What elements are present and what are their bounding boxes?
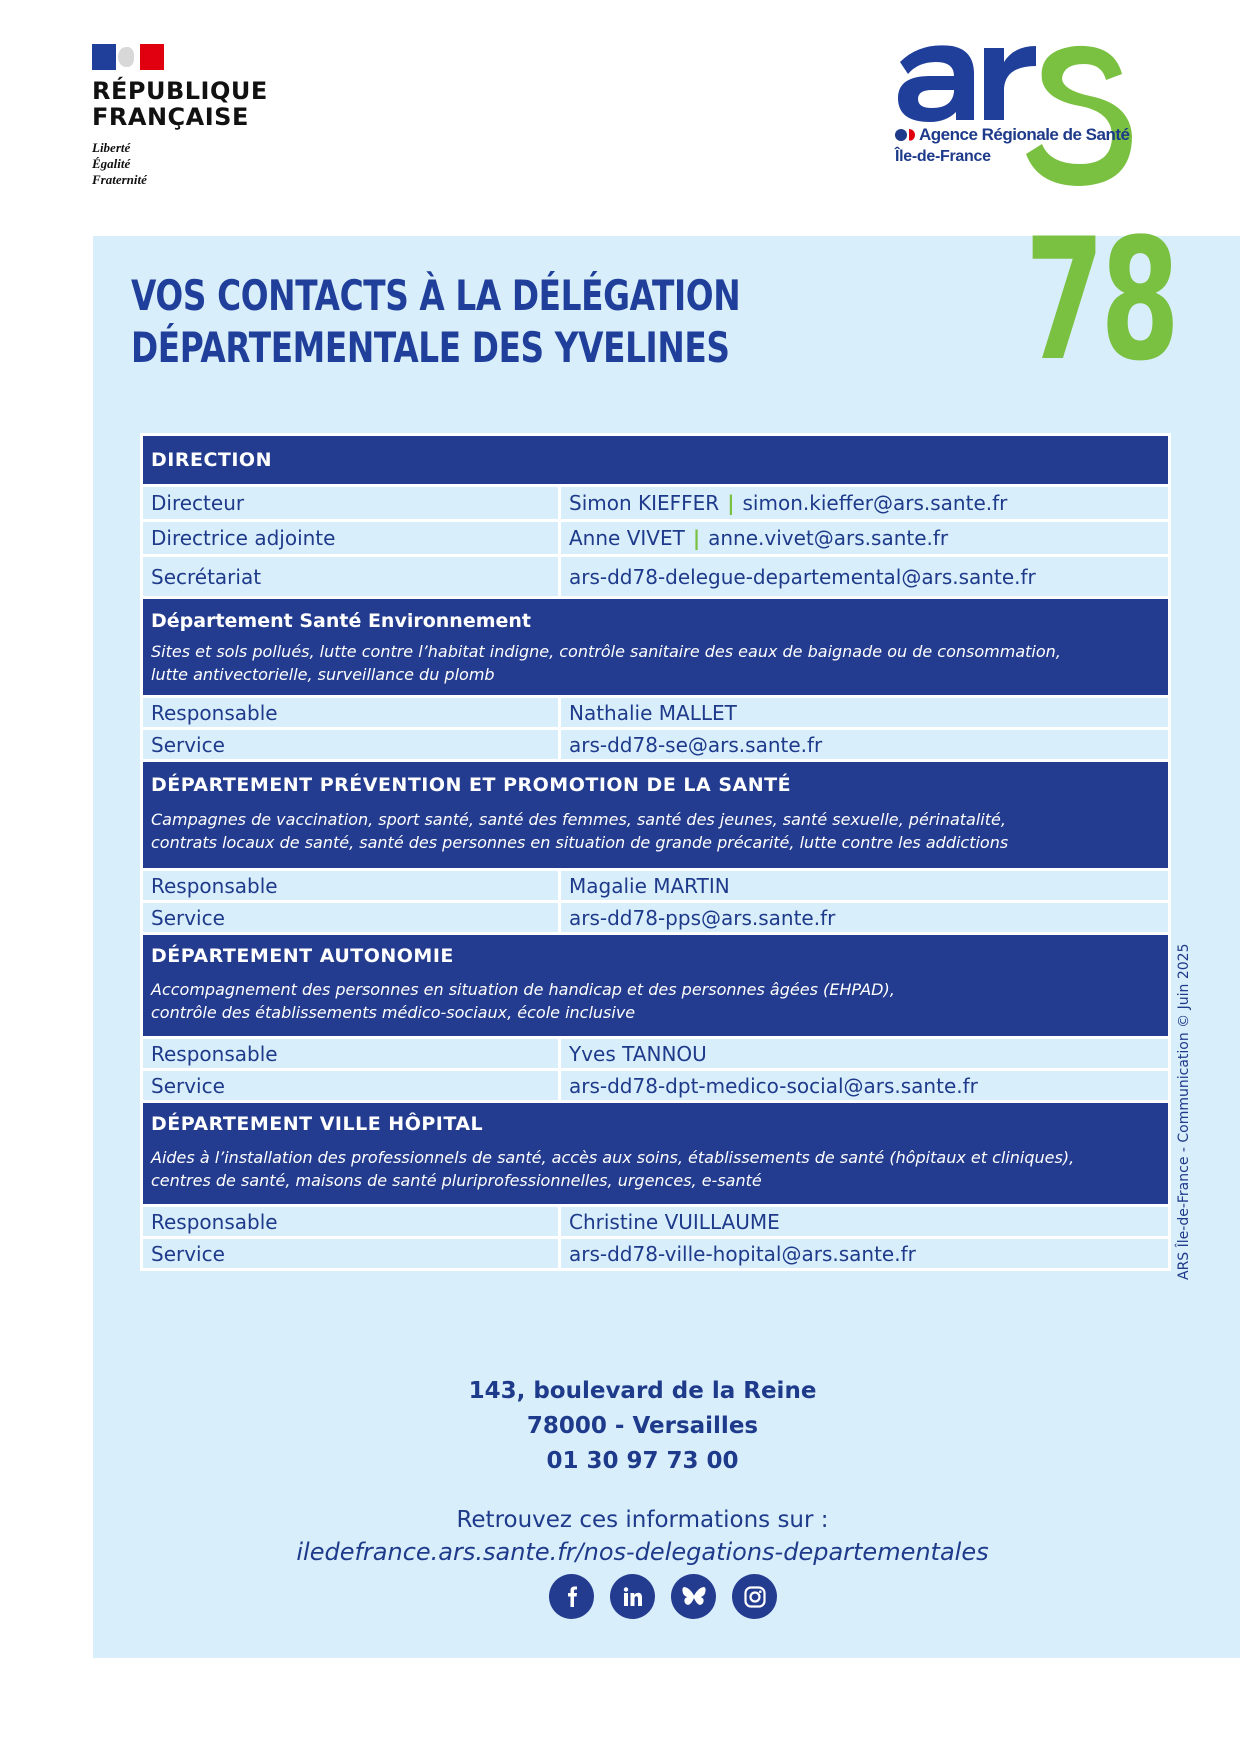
- section-sante-env-header: [143, 599, 1168, 695]
- contact-email[interactable]: ars-dd78-pps@ars.sante.fr: [561, 903, 1168, 932]
- republique-francaise-logo: [92, 44, 292, 188]
- desc-line: Accompagnement des personnes en situation de handicap et des personnes âgées (EHPAD),: [151, 980, 895, 999]
- section-description: [151, 640, 1160, 692]
- ars-logo: [890, 40, 1150, 200]
- section-title: DÉPARTEMENT PRÉVENTION ET PROMOTION DE LA SANTÉ: [151, 774, 792, 796]
- contact-name: Simon KIEFFER: [569, 491, 720, 515]
- contact-email[interactable]: simon.kieffer@ars.sante.fr: [742, 491, 1008, 515]
- rf-motto: [92, 140, 292, 188]
- table-row: [143, 1039, 1168, 1068]
- table-row: [143, 871, 1168, 900]
- desc-line: contrats locaux de santé, santé des personnes en situation de grande précarité, lutte contre les addictions: [151, 833, 1009, 852]
- row-label: Secrétariat: [143, 557, 558, 596]
- contact-email[interactable]: ars-dd78-ville-hopital@ars.sante.fr: [561, 1239, 1168, 1268]
- section-ville-hopital-header: [143, 1103, 1168, 1204]
- section-title: DÉPARTEMENT VILLE HÔPITAL: [151, 1113, 484, 1135]
- facebook-icon[interactable]: [549, 1574, 594, 1619]
- page-title: [131, 270, 740, 374]
- table-row: [143, 1071, 1168, 1100]
- rf-name-line2: FRANÇAISE: [92, 103, 249, 131]
- contact-name: Christine VUILLAUME: [561, 1207, 1168, 1236]
- table-row: [143, 1207, 1168, 1236]
- address-street: 143, boulevard de la Reine: [468, 1378, 817, 1404]
- desc-line: lutte antivectorielle, surveillance du plomb: [151, 665, 495, 684]
- rf-name: [92, 78, 292, 130]
- row-label: Service: [143, 1239, 558, 1268]
- ars-logo-mark: [890, 40, 1150, 200]
- contacts-table: [140, 433, 1171, 1271]
- row-value: [561, 487, 1168, 519]
- contact-name: Yves TANNOU: [561, 1039, 1168, 1068]
- section-title: DIRECTION: [151, 449, 272, 471]
- ars-region: Île-de-France: [895, 148, 991, 165]
- tricolor-flag-icon: [92, 44, 164, 70]
- separator: |: [727, 491, 735, 515]
- table-row: [143, 1239, 1168, 1268]
- section-prevention-header: [143, 762, 1168, 868]
- row-label: Responsable: [143, 871, 558, 900]
- desc-line: Aides à l’installation des professionnels de santé, accès aux soins, établissements de santé (hôpitaux et cliniques),: [151, 1148, 1075, 1167]
- contact-name: Anne VIVET: [569, 526, 685, 550]
- row-label: Directeur: [143, 487, 558, 519]
- desc-line: Sites et sols pollués, lutte contre l’habitat indigne, contrôle sanitaire des eaux de baignade ou de consommation,: [151, 642, 1061, 661]
- row-label: Responsable: [143, 1039, 558, 1068]
- table-row: [143, 522, 1168, 554]
- row-label: Service: [143, 903, 558, 932]
- desc-line: Campagnes de vaccination, sport santé, santé des femmes, santé des jeunes, santé sexuelle, périnatalité,: [151, 810, 1006, 829]
- contact-email[interactable]: ars-dd78-se@ars.sante.fr: [561, 730, 1168, 759]
- table-row: [143, 903, 1168, 932]
- address-city: 78000 - Versailles: [526, 1413, 759, 1439]
- row-label: Directrice adjointe: [143, 522, 558, 554]
- ars-dots-icon: [895, 125, 915, 147]
- contact-name: Magalie MARTIN: [561, 871, 1168, 900]
- desc-line: contrôle des établissements médico-sociaux, école inclusive: [151, 1003, 636, 1022]
- section-description: [151, 808, 1160, 860]
- rf-name-line1: RÉPUBLIQUE: [92, 77, 268, 105]
- ars-agency-text: Agence Régionale de Santé: [919, 125, 1130, 144]
- separator: |: [692, 526, 701, 550]
- table-row: [143, 698, 1168, 727]
- contact-email[interactable]: ars-dd78-dpt-medico-social@ars.sante.fr: [561, 1071, 1168, 1100]
- section-description: [151, 1146, 1160, 1198]
- row-value: [561, 522, 1168, 554]
- row-label: Service: [143, 730, 558, 759]
- linkedin-icon[interactable]: [610, 1574, 655, 1619]
- table-row: [143, 557, 1168, 596]
- social-links: [549, 1574, 777, 1619]
- title-line2: DÉPARTEMENTALE DES YVELINES: [131, 323, 730, 372]
- contact-email[interactable]: anne.vivet@ars.sante.fr: [708, 526, 949, 550]
- table-row: [143, 487, 1168, 519]
- contact-email[interactable]: ars-dd78-delegue-departemental@ars.sante.fr: [561, 557, 1168, 596]
- contact-name: Nathalie MALLET: [561, 698, 1168, 727]
- bluesky-icon[interactable]: [671, 1574, 716, 1619]
- title-line1: VOS CONTACTS À LA DÉLÉGATION: [131, 271, 741, 320]
- desc-line: centres de santé, maisons de santé pluriprofessionnelles, urgences, e-santé: [151, 1171, 762, 1190]
- row-label: Service: [143, 1071, 558, 1100]
- section-title: DÉPARTEMENT AUTONOMIE: [151, 945, 454, 967]
- department-number: 78: [1025, 202, 1176, 398]
- section-title: Département Santé Environnement: [151, 610, 531, 632]
- more-info-label: Retrouvez ces informations sur :: [456, 1507, 829, 1533]
- section-autonomie-header: [143, 935, 1168, 1036]
- copyright-credit: ARS Île-de-France - Communication © Juin 2025: [1176, 943, 1192, 1280]
- row-label: Responsable: [143, 1207, 558, 1236]
- section-description: [151, 978, 1160, 1030]
- ars-agency-name: [895, 124, 1129, 147]
- motto-fraternite: Fraternité: [92, 172, 147, 187]
- motto-liberte: Liberté: [92, 140, 131, 155]
- instagram-icon[interactable]: [732, 1574, 777, 1619]
- phone-number: 01 30 97 73 00: [546, 1448, 739, 1474]
- website-link[interactable]: iledefrance.ars.sante.fr/nos-delegations-departementales: [296, 1538, 989, 1566]
- motto-egalite: Égalité: [92, 156, 131, 171]
- row-label: Responsable: [143, 698, 558, 727]
- section-direction-header: [143, 436, 1168, 484]
- table-row: [143, 730, 1168, 759]
